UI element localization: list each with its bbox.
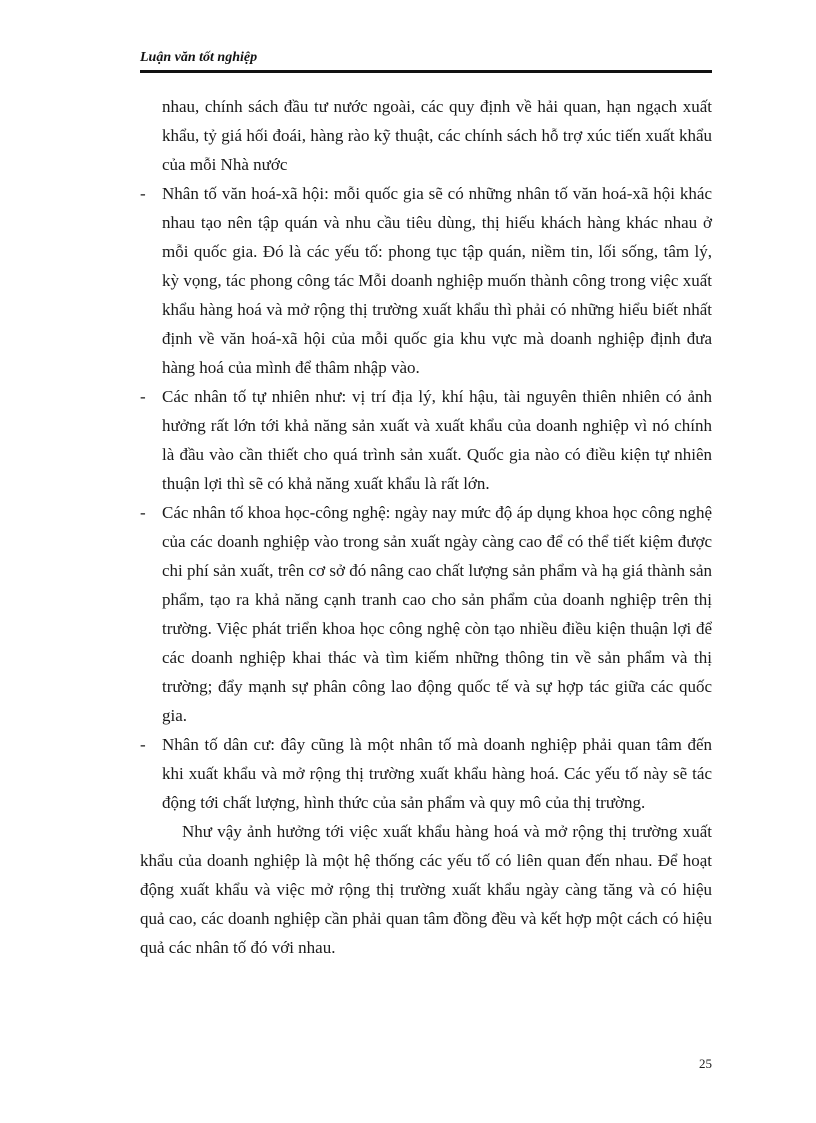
bullet-text: Các nhân tố tự nhiên như: vị trí địa lý, khí hậu, tài nguyên thiên nhiên có ảnh hưởng rất lớn tới khả năng sản xuất và xuất khẩu của doanh nghiệp vì nó chính là đầu vào cần thiết cho quá trình sản xuất. Quốc gia nào có điều kiện tự nhiên thuận lợi thì sẽ có khả năng xuất khẩu là rất lớn. (162, 387, 712, 493)
conclusion-paragraph: Như vậy ảnh hưởng tới việc xuất khẩu hàng hoá và mở rộng thị trường xuất khẩu của doanh nghiệp là một hệ thống các yếu tố có liên quan đến nhau. Để hoạt động xuất khẩu và việc mở rộng thị trường xuất khẩu ngày càng tăng và có hiệu quả cao, các doanh nghiệp cần phải quan tâm đồng đều và kết hợp một cách có hiệu quả các nhân tố đó với nhau. (140, 822, 712, 957)
bullet-text: Các nhân tố khoa học-công nghệ: ngày nay mức độ áp dụng khoa học công nghệ của các doanh nghiệp vào trong sản xuất ngày càng cao để có thể tiết kiệm được chi phí sản xuất, trên cơ sở đó nâng cao chất lượng sản phẩm và hạ giá thành sản phẩm, tạo ra khả năng cạnh tranh cao cho sản phẩm của doanh nghiệp trên thị trường. Việc phát triển khoa học công nghệ còn tạo nhiều điều kiện thuận lợi để các doanh nghiệp khai thác và tìm kiếm những thông tin về sản phẩm và thị trường; đẩy mạnh sự phân công lao động quốc tế và sự hợp tác giữa các quốc gia. (162, 503, 712, 725)
bullet-item-population (140, 730, 712, 817)
bullet-dash: - (140, 387, 146, 406)
page-number: 25 (699, 1056, 712, 1071)
continuation-text: nhau, chính sách đầu tư nước ngoài, các quy định về hải quan, hạn ngạch xuất khẩu, tỷ giá hối đoái, hàng rào kỹ thuật, các chính sách hỗ trợ xúc tiến xuất khẩu của mỗi Nhà nước (162, 97, 712, 174)
bullet-dash: - (140, 735, 146, 754)
bullet-item-nature (140, 382, 712, 498)
bullet-item-culture (140, 179, 712, 382)
bullet-dash: - (140, 503, 146, 522)
document-body (140, 92, 712, 962)
bullet-text: Nhân tố dân cư: đây cũng là một nhân tố mà doanh nghiệp phải quan tâm đến khi xuất khẩu và mở rộng thị trường xuất khẩu hàng hoá. Các yếu tố này sẽ tác động tới chất lượng, hình thức của sản phẩm và quy mô của thị trường. (162, 735, 712, 812)
bullet-item-technology (140, 498, 712, 730)
header-rule (140, 70, 712, 73)
page-header (140, 49, 712, 73)
bullet-text: Nhân tố văn hoá-xã hội: mỗi quốc gia sẽ có những nhân tố văn hoá-xã hội khác nhau tạo nên tập quán và nhu cầu tiêu dùng, thị hiếu khách hàng khác nhau ở mỗi quốc gia. Đó là các yếu tố: phong tục tập quán, niềm tin, lối sống, tâm lý, kỳ vọng, tác phong công tác Mỗi doanh nghiệp muốn thành công trong việc xuất khẩu hàng hoá và mở rộng thị trường xuất khẩu thì phải có những hiểu biết nhất định về văn hoá-xã hội của mỗi quốc gia khu vực mà doanh nghiệp định đưa hàng hoá của mình để thâm nhập vào. (162, 184, 712, 377)
bullet-dash: - (140, 184, 146, 203)
header-title: Luận văn tốt nghiệp (140, 50, 258, 65)
